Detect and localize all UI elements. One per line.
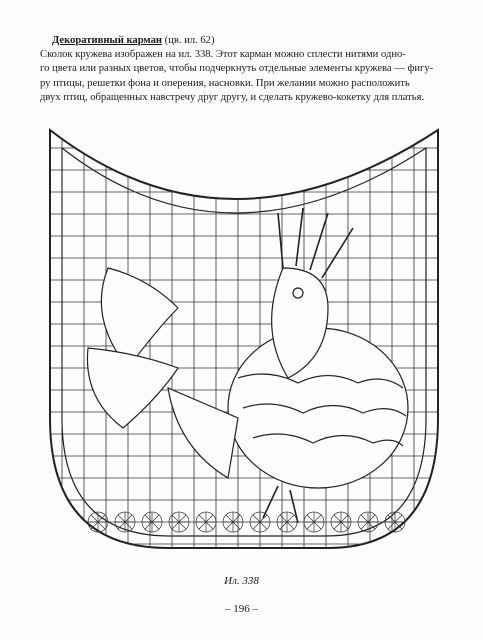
figure-caption: Ил. 338 — [224, 575, 259, 587]
article-title-ref: (цв. ил. 62) — [164, 35, 215, 46]
bird-body — [228, 328, 408, 488]
bird-feather-fan — [168, 388, 238, 478]
bird-figure — [87, 208, 408, 523]
lace-pattern-figure — [28, 118, 464, 558]
background-grid — [28, 118, 464, 558]
bird-crest — [278, 208, 353, 278]
bird-legs — [263, 486, 298, 523]
bird-tail-fan — [87, 348, 178, 428]
article-title: Декоративный карман — [52, 35, 162, 46]
page-number: – 196 – — [225, 603, 258, 615]
bird-eye — [293, 288, 303, 298]
article-text — [40, 34, 460, 105]
pocket-outline — [50, 130, 438, 548]
article-line: двух птиц, обращенных навстречу друг другу, и сделать кружево-кокетку для платья. — [40, 91, 425, 103]
article-heading-line — [40, 34, 460, 48]
article-line: Сколок кружева изображен на ил. 338. Этот карман можно сплести нитями одно- — [40, 49, 406, 61]
article-line: го цвета или разных цветов, чтобы подчеркнуть отдельные элементы кружева — фигу- — [40, 63, 434, 75]
article-line: ру птицы, решетки фона и оперения, насновки. При желании можно расположить — [40, 77, 410, 89]
